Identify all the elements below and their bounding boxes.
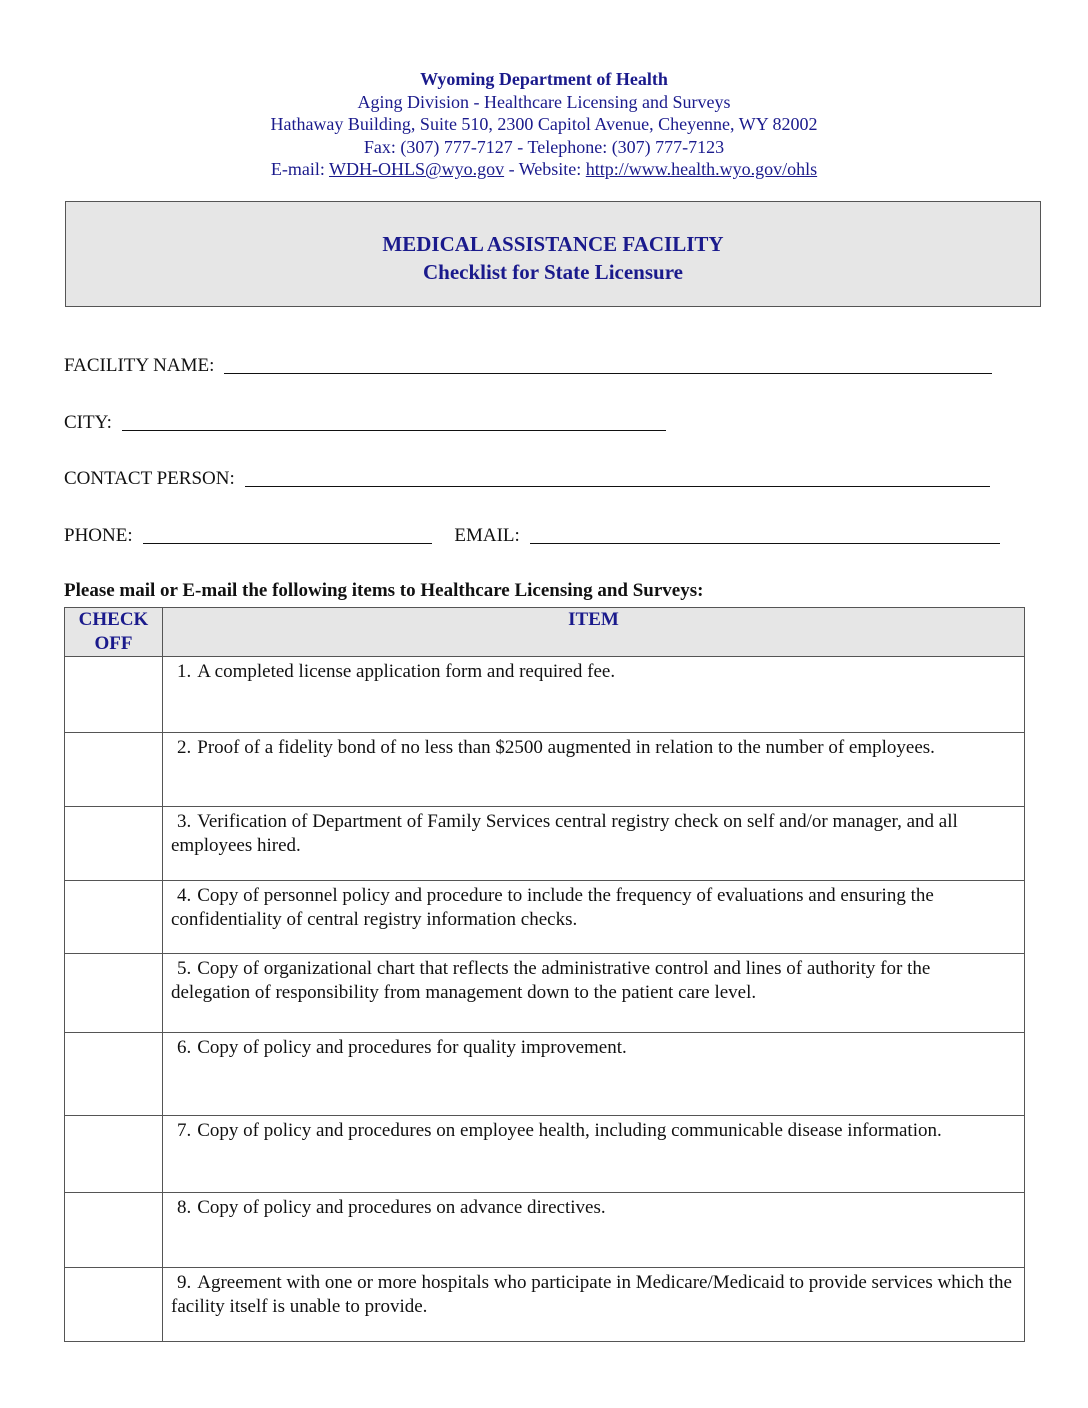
contact-links — [0, 158, 1088, 181]
phone-numbers: Fax: (307) 777-7127 - Telephone: (307) 777-7123 — [363, 136, 725, 157]
form-subtitle: Checklist for State Licensure — [423, 260, 683, 284]
item-text: Copy of policy and procedures on advance directives. — [197, 1197, 606, 1218]
check-off-header — [65, 608, 163, 657]
table-header-row — [65, 608, 1025, 657]
item-number: 2. — [177, 737, 192, 758]
city-input-line[interactable] — [122, 412, 666, 431]
email-input-line[interactable] — [530, 525, 1000, 544]
table-row — [65, 881, 1025, 954]
item-number: 6. — [177, 1037, 192, 1058]
table-row — [65, 807, 1025, 881]
phone-email-field — [64, 525, 1000, 547]
contact-person-input-line[interactable] — [245, 468, 990, 487]
check-off-cell[interactable] — [65, 1033, 163, 1116]
item-number: 1. — [177, 661, 192, 682]
item-text: Copy of policy and procedures for quality improvement. — [197, 1037, 627, 1058]
table-row — [65, 1268, 1025, 1342]
email-field-label: EMAIL: — [454, 525, 520, 546]
item-header: ITEM — [163, 608, 1025, 657]
checklist-table — [64, 607, 1025, 1342]
table-row — [65, 657, 1025, 733]
item-number: 4. — [177, 885, 192, 906]
item-number: 3. — [177, 811, 192, 832]
org-name: Wyoming Department of Health — [420, 69, 668, 89]
address: Hathaway Building, Suite 510, 2300 Capitol Avenue, Cheyenne, WY 82002 — [270, 114, 818, 134]
check-off-cell[interactable] — [65, 1116, 163, 1193]
check-off-cell[interactable] — [65, 657, 163, 733]
item-number: 8. — [177, 1197, 192, 1218]
check-off-header-line2: OFF — [94, 633, 133, 654]
item-cell — [163, 657, 1025, 733]
check-off-cell[interactable] — [65, 954, 163, 1033]
city-field — [64, 412, 666, 434]
item-cell — [163, 1033, 1025, 1116]
item-text: Copy of policy and procedures on employee health, including communicable disease information. — [197, 1120, 942, 1141]
item-text: Proof of a fidelity bond of no less than $2500 augmented in relation to the number of employees. — [197, 737, 935, 758]
city-label: CITY: — [64, 412, 112, 433]
title-box — [65, 201, 1041, 307]
phone-input-line[interactable] — [143, 525, 432, 544]
item-number: 5. — [177, 958, 192, 979]
item-cell — [163, 1193, 1025, 1268]
item-cell — [163, 954, 1025, 1033]
item-cell — [163, 807, 1025, 881]
item-number: 7. — [177, 1120, 192, 1141]
item-cell — [163, 881, 1025, 954]
table-row — [65, 954, 1025, 1033]
item-cell — [163, 1116, 1025, 1193]
website-label: - Website: — [504, 159, 586, 179]
item-text: Copy of organizational chart that reflects the administrative control and lines of authority for the delegation of responsibility from management down to the patient care level. — [171, 958, 931, 1003]
contact-person-field — [64, 468, 990, 490]
facility-name-field — [64, 355, 992, 377]
check-off-cell[interactable] — [65, 881, 163, 954]
check-off-cell[interactable] — [65, 733, 163, 807]
check-off-cell[interactable] — [65, 807, 163, 881]
email-link[interactable]: WDH-OHLS@wyo.gov — [329, 159, 505, 179]
website-link[interactable]: http://www.health.wyo.gov/ohls — [585, 159, 818, 179]
table-row — [65, 1033, 1025, 1116]
phone-label: PHONE: — [64, 525, 133, 546]
item-text: A completed license application form and required fee. — [197, 661, 616, 682]
contact-person-label: CONTACT PERSON: — [64, 468, 235, 489]
item-number: 9. — [177, 1272, 192, 1293]
facility-name-input-line[interactable] — [224, 355, 992, 374]
item-text: Copy of personnel policy and procedure to include the frequency of evaluations and ensuring the confidentiality of central registry information checks. — [171, 885, 934, 930]
item-cell — [163, 1268, 1025, 1342]
division-name: Aging Division - Healthcare Licensing and Surveys — [357, 91, 731, 112]
item-cell — [163, 733, 1025, 807]
table-row — [65, 1193, 1025, 1268]
check-off-header-line1: CHECK — [78, 609, 149, 630]
email-label: E-mail: — [270, 159, 330, 179]
check-off-cell[interactable] — [65, 1193, 163, 1268]
letterhead — [0, 68, 1088, 181]
check-off-cell[interactable] — [65, 1268, 163, 1342]
item-text: Agreement with one or more hospitals who participate in Medicare/Medicaid to provide services which the facility itself is unable to provide. — [171, 1272, 1012, 1317]
form-title: MEDICAL ASSISTANCE FACILITY — [382, 232, 724, 256]
table-row — [65, 1116, 1025, 1193]
table-row — [65, 733, 1025, 807]
instruction-text: Please mail or E-mail the following items to Healthcare Licensing and Surveys: — [64, 580, 704, 601]
item-text: Verification of Department of Family Services central registry check on self and/or manager, and all employees hired. — [171, 811, 958, 856]
facility-name-label: FACILITY NAME: — [64, 355, 215, 376]
